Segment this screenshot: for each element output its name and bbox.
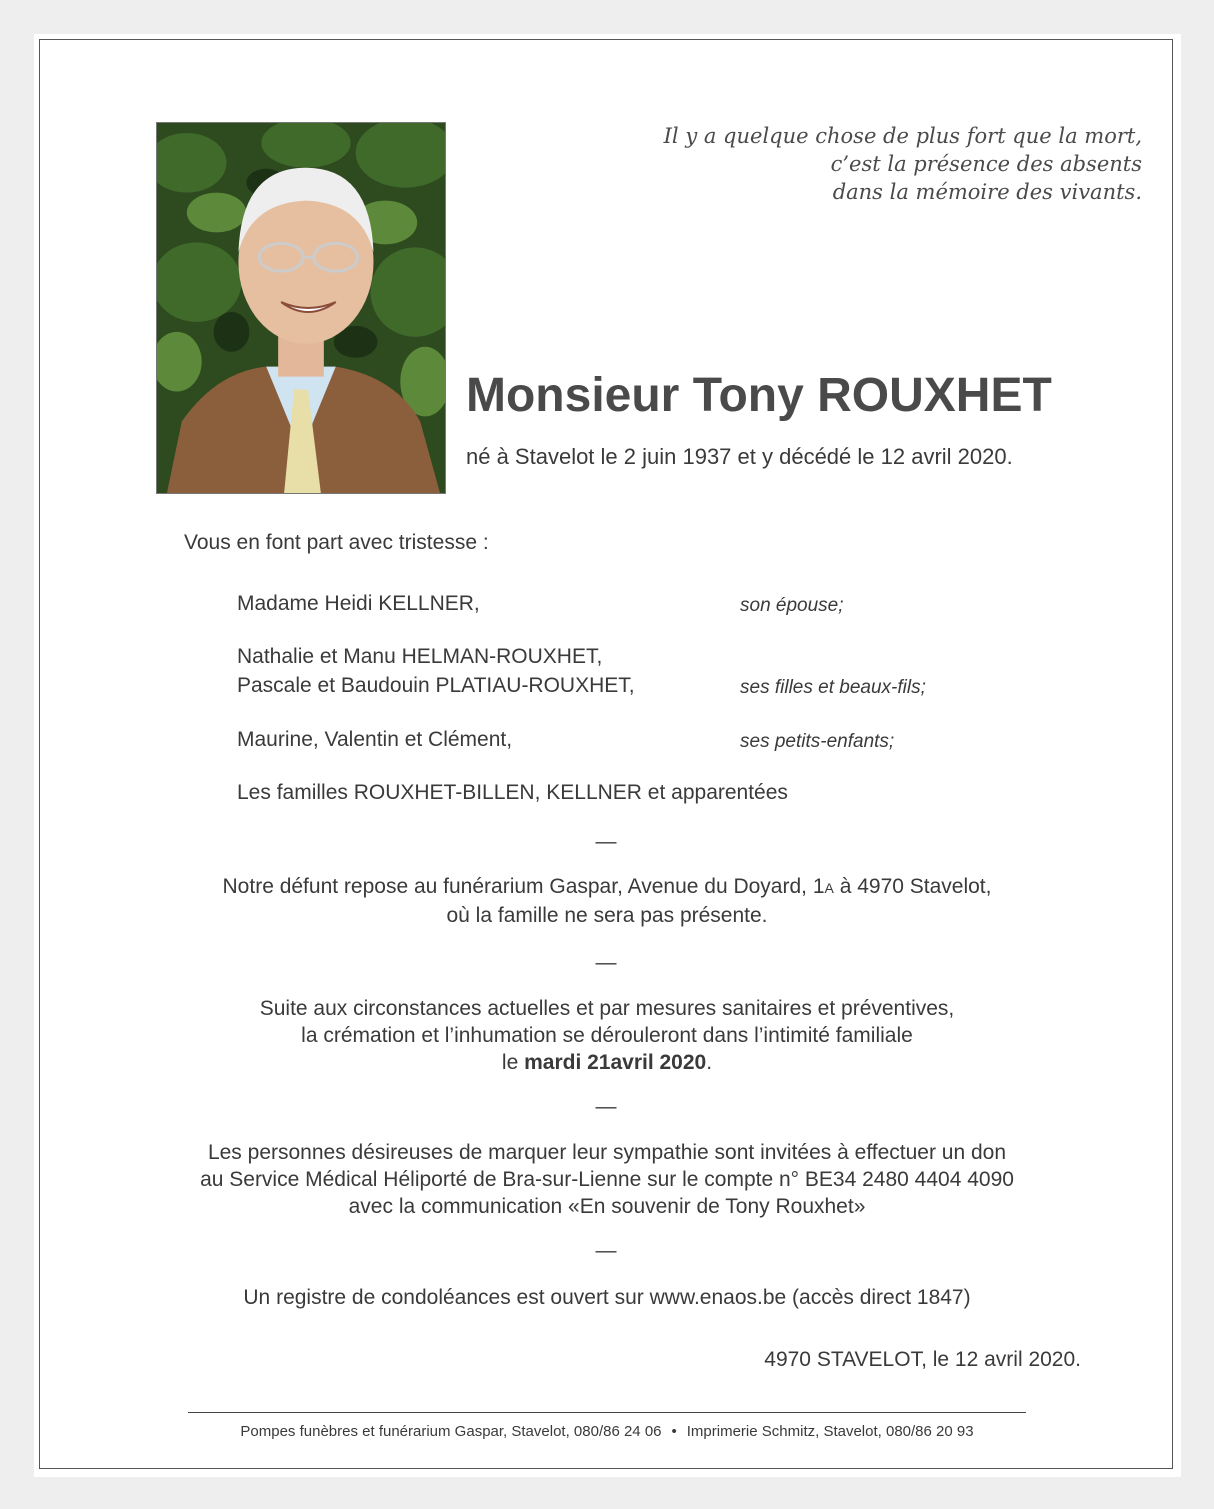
ceremony-date-prefix: le	[501, 1051, 525, 1074]
separator-3: —	[595, 1095, 617, 1118]
family-spouse: Madame Heidi KELLNER,	[237, 592, 480, 615]
repose-line-1-end: à 4970 Stavelot,	[833, 875, 992, 898]
ceremony-date-suffix: .	[706, 1051, 713, 1074]
donation-line-3: avec la communication «En souvenir de Tony Rouxhet»	[348, 1195, 866, 1218]
footer-credits	[120, 1423, 1094, 1440]
footer-funeral-home: Pompes funèbres et funérarium Gaspar, Stavelot, 080/86 24 06	[240, 1423, 662, 1440]
ceremony-paragraph	[100, 995, 1114, 1076]
separator-4: —	[595, 1239, 617, 1262]
ceremony-date: mardi 21avril 2020	[524, 1051, 707, 1074]
repose-line-2: où la famille ne sera pas présente.	[446, 904, 768, 927]
condolence-register: Un registre de condoléances est ouvert sur www.enaos.be (accès direct 1847)	[243, 1286, 971, 1309]
footer-rule	[188, 1412, 1026, 1413]
place-and-date: 4970 STAVELOT, le 12 avril 2020.	[764, 1348, 1081, 1371]
quote-line-2: c’est la présence des absents	[830, 152, 1142, 176]
family-children-2: Pascale et Baudouin PLATIAU-ROUXHET,	[237, 674, 635, 697]
birth-death-dates: né à Stavelot le 2 juin 1937 et y décédé le 12 avril 2020.	[466, 444, 1013, 469]
relation-spouse: son épouse;	[740, 595, 844, 616]
separator-2: —	[595, 951, 617, 974]
repose-line-1-text: Notre défunt repose au funérarium Gaspar, Avenue du Doyard, 1	[222, 875, 825, 898]
family-extended: Les familles ROUXHET-BILLEN, KELLNER et apparentées	[237, 781, 788, 804]
ceremony-line-3	[100, 1049, 1114, 1076]
separator-1: —	[595, 830, 617, 853]
footer-bullet: •	[671, 1423, 677, 1440]
portrait-photo	[156, 122, 446, 494]
relation-grandchildren: ses petits-enfants;	[740, 731, 895, 752]
ceremony-line-2: la crémation et l’inhumation se dérouleront dans l’intimité familiale	[301, 1024, 913, 1047]
ceremony-line-1: Suite aux circonstances actuelles et par mesures sanitaires et préventives,	[259, 997, 955, 1020]
repose-line-1-suffix: A	[824, 880, 834, 896]
repose-paragraph	[100, 873, 1114, 929]
quote-line-1: Il y a quelque chose de plus fort que la mort,	[663, 124, 1142, 148]
quote-line-3: dans la mémoire des vivants.	[832, 180, 1142, 204]
intro-text: Vous en font part avec tristesse :	[184, 531, 489, 554]
donation-line-2: au Service Médical Héliporté de Bra-sur-Lienne sur le compte n° BE34 2480 4404 4090	[200, 1168, 1014, 1191]
family-grandchildren: Maurine, Valentin et Clément,	[237, 728, 513, 751]
deceased-name: Monsieur Tony ROUXHET	[466, 369, 1052, 422]
family-children-1: Nathalie et Manu HELMAN-ROUXHET,	[237, 645, 603, 668]
footer-printer: Imprimerie Schmitz, Stavelot, 080/86 20 93	[686, 1423, 974, 1440]
donation-paragraph	[100, 1139, 1114, 1220]
epitaph-quote	[622, 122, 1142, 206]
relation-children: ses filles et beaux-fils;	[740, 677, 926, 698]
donation-line-1: Les personnes désireuses de marquer leur sympathie sont invitées à effectuer un don	[207, 1141, 1007, 1164]
repose-line-1	[100, 873, 1114, 902]
